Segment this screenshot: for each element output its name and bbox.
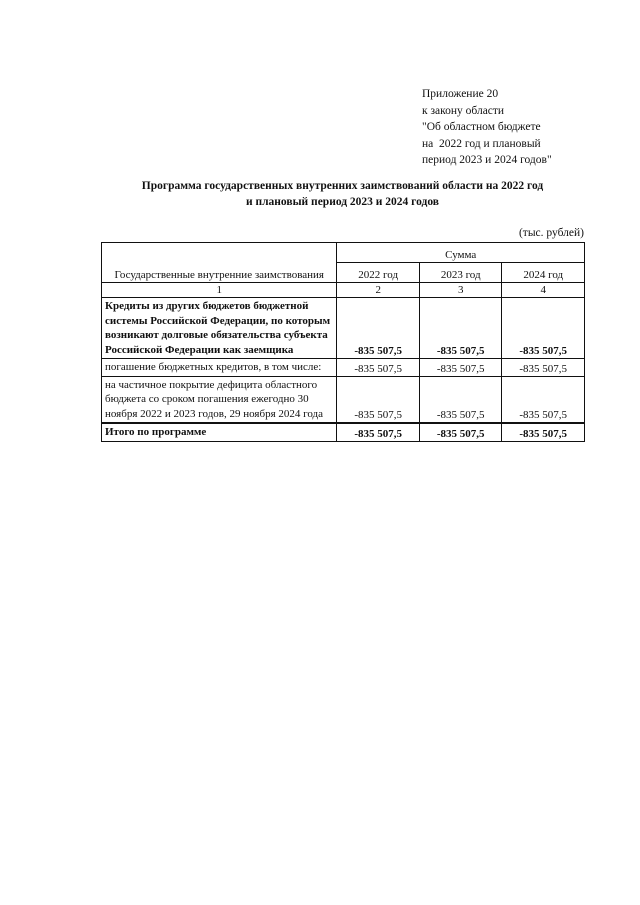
column-number-4: 4 xyxy=(502,283,585,298)
table-row xyxy=(102,359,585,377)
row-value-2024: -835 507,5 xyxy=(502,359,585,377)
appendix-line: "Об областном бюджете xyxy=(422,121,541,133)
header-sum: Сумма xyxy=(337,243,585,263)
total-name: Итого по программе xyxy=(102,423,337,441)
row-value-2024: -835 507,5 xyxy=(502,376,585,423)
units-label: (тыс. рублей) xyxy=(518,227,584,239)
row-name: погашение бюджетных кредитов, в том числе: xyxy=(102,359,337,377)
borrowing-table xyxy=(101,242,585,442)
row-name: на частичное покрытие дефицита областного бюджета со сроком погашения ежегодно 30 ноября 2022 и 2023 годов, 29 ноября 2024 года xyxy=(102,376,337,423)
column-number-1: 1 xyxy=(102,283,337,298)
title-line-2: и плановый период 2023 и 2024 годов xyxy=(245,196,440,208)
table-numbering-row xyxy=(102,283,585,298)
appendix-header xyxy=(422,86,552,169)
column-number-2: 2 xyxy=(337,283,420,298)
row-value-2022: -835 507,5 xyxy=(337,376,420,423)
table-total-row xyxy=(102,423,585,441)
total-value-2023: -835 507,5 xyxy=(419,423,502,441)
title-line-1: Программа государственных внутренних заимствований области на 2022 год xyxy=(141,180,544,192)
row-value-2022: -835 507,5 xyxy=(337,359,420,377)
row-value-2023: -835 507,5 xyxy=(419,298,502,359)
table-header-row xyxy=(102,243,585,263)
document-title xyxy=(100,178,585,210)
row-value-2023: -835 507,5 xyxy=(419,359,502,377)
total-value-2022: -835 507,5 xyxy=(337,423,420,441)
row-value-2023: -835 507,5 xyxy=(419,376,502,423)
header-name: Государственные внутренние заимствования xyxy=(102,243,337,283)
header-year-2023: 2023 год xyxy=(419,263,502,283)
total-value-2024: -835 507,5 xyxy=(502,423,585,441)
table-row xyxy=(102,376,585,423)
appendix-line: период 2023 и 2024 годов" xyxy=(422,154,552,166)
appendix-line: к закону области xyxy=(422,104,505,117)
header-year-2024: 2024 год xyxy=(502,263,585,283)
appendix-line: на 2022 год и плановый xyxy=(422,137,541,150)
row-value-2024: -835 507,5 xyxy=(502,298,585,359)
table-row xyxy=(102,298,585,359)
row-value-2022: -835 507,5 xyxy=(337,298,420,359)
appendix-line: Приложение 20 xyxy=(422,88,499,100)
column-number-3: 3 xyxy=(419,283,502,298)
row-name: Кредиты из других бюджетов бюджетной системы Российской Федерации, по которым возникают долговые обязательства субъекта Российской Федерации как заемщика xyxy=(102,298,337,359)
header-year-2022: 2022 год xyxy=(337,263,420,283)
